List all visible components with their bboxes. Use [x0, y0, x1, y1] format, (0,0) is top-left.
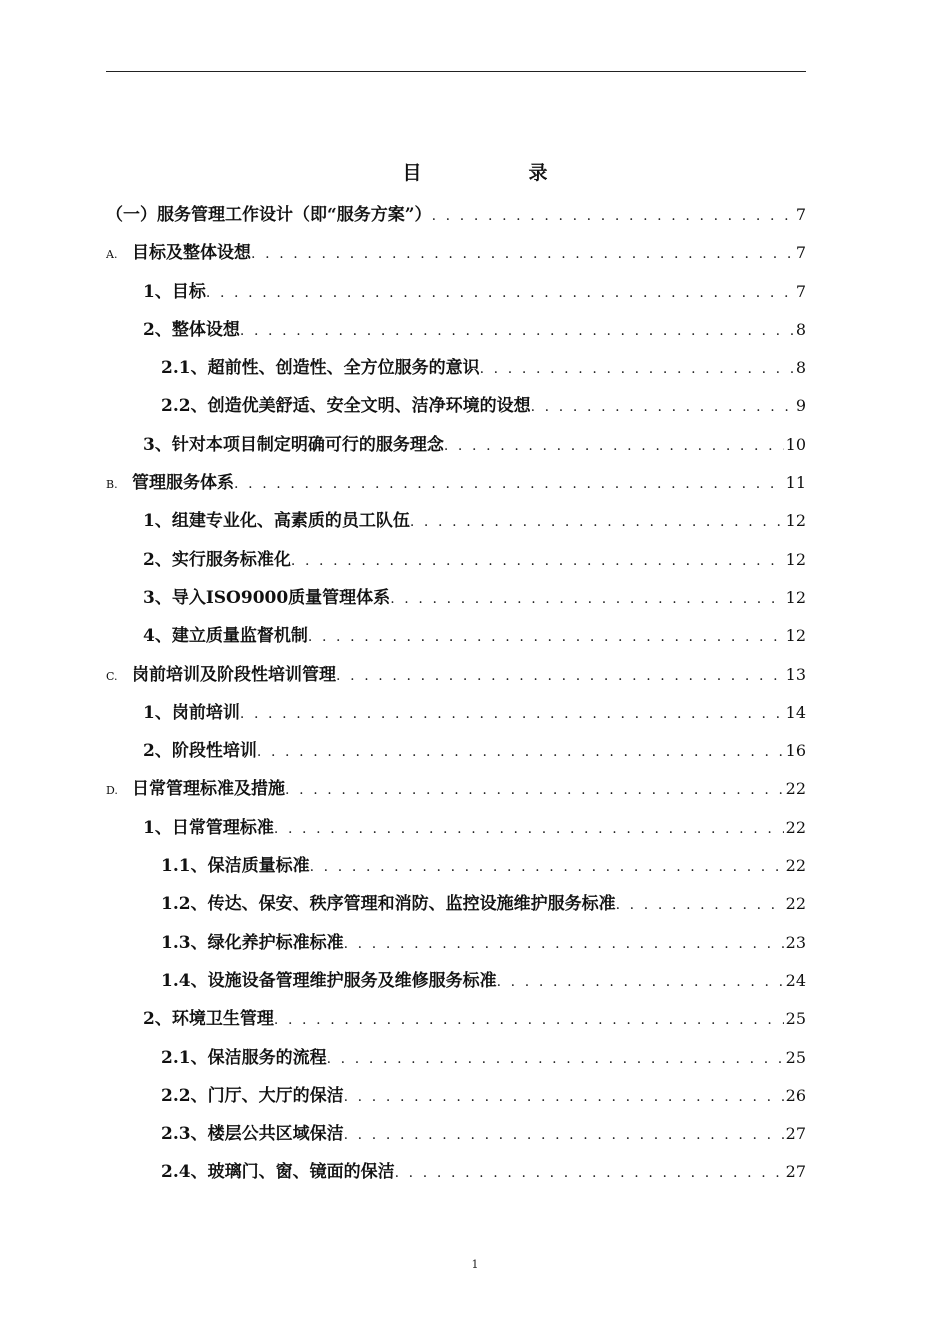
toc-dot-leader	[336, 657, 784, 694]
toc-dot-leader	[285, 771, 784, 808]
toc-entry[interactable]	[106, 924, 806, 962]
toc-entry-page: 7	[795, 243, 806, 263]
toc-entry[interactable]	[106, 1115, 806, 1153]
toc-entry-text: 日常管理标准及措施	[132, 779, 285, 800]
toc-entry-text: （一）服务管理工作设计（即“服务方案”）	[106, 205, 432, 225]
toc-entry[interactable]	[106, 579, 806, 617]
toc-entry-text: 3、针对本项目制定明确可行的服务理念	[143, 434, 444, 455]
toc-dot-leader	[327, 1040, 784, 1077]
toc-entry-text: 2.1、保洁服务的流程	[161, 1047, 327, 1068]
toc-dot-leader	[444, 427, 784, 464]
toc-entry-page: 14	[785, 702, 806, 722]
toc-entry-page: 16	[785, 741, 806, 761]
toc-dot-leader	[432, 197, 794, 234]
toc-entry-page: 7	[795, 281, 806, 301]
toc-entry-text: 2、环境卫生管理	[143, 1009, 274, 1030]
toc-entry-marker: D.	[106, 784, 118, 798]
toc-entry[interactable]	[106, 349, 806, 387]
toc-dot-leader	[308, 618, 784, 655]
toc-dot-leader	[616, 886, 784, 923]
toc-entry-page: 27	[785, 1162, 806, 1182]
toc-entry-page: 7	[795, 205, 806, 224]
toc-entry[interactable]	[106, 426, 806, 464]
toc-entry[interactable]	[106, 770, 806, 808]
toc-entry[interactable]	[106, 273, 806, 311]
toc-entry-text: 2、阶段性培训	[143, 741, 257, 762]
toc-dot-leader	[390, 580, 783, 617]
toc-entry[interactable]	[106, 1000, 806, 1038]
toc-entry-text: 岗前培训及阶段性培训管理	[132, 664, 336, 685]
toc-dot-leader	[395, 1154, 784, 1191]
toc-dot-leader	[344, 1116, 784, 1153]
toc-entry[interactable]	[106, 885, 806, 923]
toc-entry-page: 12	[785, 549, 806, 569]
toc-dot-leader	[274, 1001, 784, 1038]
toc-entry-page: 9	[795, 396, 806, 416]
toc-entry[interactable]	[106, 694, 806, 732]
footer-page-number: 1	[471, 1258, 479, 1271]
toc-dot-leader	[291, 542, 784, 579]
table-of-contents	[106, 196, 806, 1192]
toc-dot-leader	[240, 695, 784, 732]
toc-entry-page: 22	[785, 894, 806, 914]
toc-entry-text: 1.1、保洁质量标准	[161, 856, 310, 877]
toc-title: 目 录	[402, 162, 592, 184]
toc-entry[interactable]	[106, 732, 806, 770]
toc-entry-text: 1、岗前培训	[143, 702, 240, 723]
toc-entry-page: 26	[785, 1085, 806, 1105]
toc-entry[interactable]	[106, 617, 806, 655]
toc-entry[interactable]	[106, 1039, 806, 1077]
toc-entry[interactable]	[106, 464, 806, 502]
toc-entry-text: 管理服务体系	[132, 473, 234, 494]
toc-dot-leader	[234, 465, 784, 502]
toc-entry-page: 23	[785, 932, 806, 952]
toc-entry[interactable]	[106, 311, 806, 349]
toc-dot-leader	[310, 848, 784, 885]
toc-entry-text: 1.3、绿化养护标准标准	[161, 932, 344, 953]
toc-entry-page: 25	[785, 1047, 806, 1067]
toc-dot-leader	[251, 235, 794, 272]
toc-entry[interactable]	[106, 847, 806, 885]
toc-entry-text: 2、实行服务标准化	[143, 549, 291, 570]
toc-dot-leader	[274, 810, 784, 847]
toc-entry-marker: A.	[106, 248, 118, 262]
toc-dot-leader	[344, 1078, 784, 1115]
toc-entry-page: 24	[785, 970, 806, 990]
toc-entry-text: 2.3、楼层公共区域保洁	[161, 1124, 344, 1145]
toc-dot-leader	[480, 350, 794, 387]
toc-entry-text: 1.4、设施设备管理维护服务及维修服务标准	[161, 970, 497, 991]
toc-entry-page: 27	[785, 1124, 806, 1144]
toc-entry-text: 1、组建专业化、高素质的员工队伍	[143, 511, 410, 532]
toc-entry-text: 1、日常管理标准	[143, 817, 274, 838]
toc-entry[interactable]	[106, 1077, 806, 1115]
toc-entry-text: 2.4、玻璃门、窗、镜面的保洁	[161, 1162, 395, 1183]
toc-dot-leader	[531, 388, 794, 425]
toc-entry-page: 13	[785, 664, 806, 684]
toc-entry[interactable]	[106, 809, 806, 847]
toc-entry-page: 22	[785, 779, 806, 799]
toc-entry-text: 1、目标	[143, 281, 206, 302]
header-rule	[106, 71, 806, 72]
toc-dot-leader	[240, 312, 794, 349]
toc-entry-page: 22	[785, 856, 806, 876]
toc-entry-text: 1.2、传达、保安、秩序管理和消防、监控设施维护服务标准	[161, 894, 616, 915]
toc-entry[interactable]	[106, 541, 806, 579]
toc-entry-page: 10	[785, 434, 806, 454]
toc-entry[interactable]	[106, 234, 806, 272]
toc-entry-page: 12	[785, 587, 806, 607]
toc-entry-page: 11	[785, 473, 806, 493]
toc-dot-leader	[257, 733, 784, 770]
toc-dot-leader	[344, 925, 784, 962]
toc-entry[interactable]	[106, 196, 806, 234]
toc-entry-marker: B.	[106, 478, 118, 492]
toc-dot-leader	[497, 963, 784, 1000]
toc-entry-page: 8	[795, 358, 806, 378]
toc-entry-marker: C.	[106, 669, 118, 683]
toc-entry[interactable]	[106, 387, 806, 425]
toc-dot-leader	[206, 274, 794, 311]
toc-entry-page: 22	[785, 817, 806, 837]
toc-entry-text: 3、导入ISO9000质量管理体系	[143, 587, 391, 608]
toc-entry[interactable]	[106, 502, 806, 540]
toc-entry-page: 12	[785, 511, 806, 531]
toc-entry[interactable]	[106, 656, 806, 694]
toc-entry-text: 4、建立质量监督机制	[143, 626, 308, 647]
toc-entry-text: 2.2、创造优美舒适、安全文明、洁净环境的设想	[161, 396, 531, 417]
toc-entry-page: 12	[785, 626, 806, 646]
toc-dot-leader	[410, 503, 784, 540]
toc-entry-page: 8	[795, 319, 806, 339]
toc-entry[interactable]	[106, 1153, 806, 1191]
toc-entry-text: 2.1、超前性、创造性、全方位服务的意识	[161, 358, 480, 379]
toc-entry[interactable]	[106, 962, 806, 1000]
toc-entry-text: 2.2、门厅、大厅的保洁	[161, 1085, 344, 1106]
toc-entry-text: 目标及整体设想	[132, 243, 251, 264]
toc-entry-text: 2、整体设想	[143, 319, 240, 340]
toc-entry-page: 25	[785, 1009, 806, 1029]
